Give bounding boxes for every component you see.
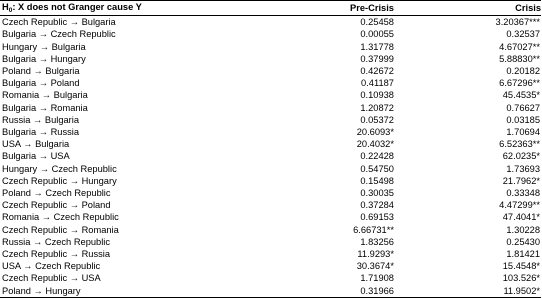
- pre-crisis-cell: 1.71908: [360, 273, 394, 284]
- pre-crisis-cell: 0.42672: [360, 66, 394, 77]
- crisis-cell: 0.20182: [506, 66, 540, 77]
- crisis-cell: 47.4041*: [502, 212, 540, 223]
- pair-cell: Romania → Bulgaria: [2, 90, 88, 101]
- table-row: [0, 175, 541, 187]
- pair-cell: Poland → Bulgaria: [2, 66, 80, 77]
- crisis-cell: 0.25430: [506, 236, 540, 247]
- table-row: [0, 65, 541, 77]
- pre-crisis-cell: 1.83256: [360, 236, 394, 247]
- pair-cell: USA → Czech Republic: [2, 261, 101, 272]
- table-row: [0, 272, 541, 284]
- crisis-cell: 0.32537: [506, 29, 540, 40]
- pre-crisis-cell: 6.66731**: [353, 224, 394, 235]
- pair-cell: Czech Republic → Poland: [2, 200, 111, 211]
- crisis-cell: 0.03185: [506, 114, 540, 125]
- pair-cell: Czech Republic → Russia: [2, 249, 110, 260]
- crisis-cell: 1.30228: [506, 224, 540, 235]
- pair-cell: Czech Republic → Bulgaria: [2, 17, 116, 28]
- pre-crisis-cell: 0.22428: [360, 151, 394, 162]
- pair-cell: Hungary → Bulgaria: [2, 41, 86, 52]
- table-row: [0, 102, 541, 114]
- hypothesis-text: : X does not Granger cause Y: [12, 2, 142, 12]
- pair-cell: Russia → Bulgaria: [2, 114, 79, 125]
- table-row: [0, 28, 541, 40]
- pre-crisis-cell: 1.20872: [360, 102, 394, 113]
- pre-crisis-cell: 20.4032*: [356, 139, 394, 150]
- table-header-row: [0, 1, 541, 16]
- table-row: [0, 41, 541, 53]
- crisis-cell: 6.52363**: [499, 139, 540, 150]
- hypothesis-subscript: 0: [8, 7, 13, 14]
- crisis-cell: 45.4535*: [502, 90, 540, 101]
- pair-cell: Bulgaria → Czech Republic: [2, 29, 116, 40]
- pair-cell: Hungary → Czech Republic: [2, 163, 117, 174]
- table-row: [0, 260, 541, 272]
- pre-crisis-cell: 0.05372: [360, 114, 394, 125]
- table-row: [0, 150, 541, 162]
- hypothesis-h: H: [2, 2, 9, 12]
- crisis-cell: 0.33348: [506, 188, 540, 199]
- crisis-cell: 103.526*: [502, 273, 540, 284]
- pair-cell: Bulgaria → Hungary: [2, 53, 86, 64]
- crisis-cell: 15.4548*: [502, 261, 540, 272]
- table-row: [0, 285, 541, 298]
- table-row: [0, 126, 541, 138]
- pair-cell: Romania → Czech Republic: [2, 212, 119, 223]
- pair-cell: Bulgaria → Russia: [2, 127, 79, 138]
- table-row: [0, 224, 541, 236]
- pre-crisis-cell: 0.37284: [360, 200, 394, 211]
- crisis-cell: 5.88830**: [499, 53, 540, 64]
- pre-crisis-cell: 0.25458: [360, 17, 394, 28]
- crisis-cell: 1.81421: [506, 249, 540, 260]
- crisis-cell: 4.47299**: [499, 200, 540, 211]
- crisis-cell: 3.20367***: [495, 17, 540, 28]
- pair-cell: Bulgaria → Romania: [2, 102, 88, 113]
- granger-causality-table: [0, 1, 541, 298]
- table-row: [0, 138, 541, 150]
- crisis-cell: 1.73693: [506, 163, 540, 174]
- pre-crisis-cell: 1.31778: [360, 41, 394, 52]
- table-row: [0, 114, 541, 126]
- pair-cell: Czech Republic → USA: [2, 273, 101, 284]
- pre-crisis-header: Pre-Crisis: [271, 1, 394, 16]
- pair-cell: Poland → Czech Republic: [2, 188, 111, 199]
- pair-cell: Russia → Czech Republic: [2, 236, 110, 247]
- table-body: [0, 16, 541, 298]
- crisis-cell: 0.76627: [506, 102, 540, 113]
- pair-cell: Bulgaria → USA: [2, 151, 70, 162]
- crisis-header: Crisis: [394, 1, 541, 16]
- table-row: [0, 199, 541, 211]
- pair-cell: Poland → Hungary: [0, 285, 271, 298]
- table-row: [0, 236, 541, 248]
- pre-crisis-cell: 0.15498: [360, 175, 394, 186]
- pre-crisis-cell: 0.54750: [360, 163, 394, 174]
- pre-crisis-cell: 30.3674*: [356, 261, 394, 272]
- pre-crisis-cell: 20.6093*: [356, 127, 394, 138]
- pre-crisis-cell: 0.30035: [360, 188, 394, 199]
- pair-cell: USA → Bulgaria: [2, 139, 70, 150]
- pre-crisis-cell: 0.37999: [360, 53, 394, 64]
- pre-crisis-cell: 0.41187: [361, 78, 394, 89]
- pre-crisis-cell: 11.9293*: [357, 249, 394, 260]
- crisis-cell: 6.67296**: [499, 78, 540, 89]
- crisis-cell: 1.70694: [506, 127, 540, 138]
- pair-cell: Czech Republic → Romania: [2, 224, 119, 235]
- pre-crisis-cell: 0.00055: [360, 29, 394, 40]
- pre-crisis-cell: 0.31966: [271, 285, 394, 298]
- hypothesis-header: [0, 1, 271, 16]
- table-row: [0, 53, 541, 65]
- table-row: [0, 89, 541, 101]
- pre-crisis-cell: 0.69153: [360, 212, 394, 223]
- crisis-cell: 11.9502*: [394, 285, 541, 298]
- table-row: [0, 211, 541, 223]
- table-row: [0, 187, 541, 199]
- table-row: [0, 163, 541, 175]
- table-row: [0, 77, 541, 89]
- table-row: [0, 16, 541, 29]
- crisis-cell: 62.0235*: [502, 151, 540, 162]
- crisis-cell: 21.7962*: [502, 175, 540, 186]
- pre-crisis-cell: 0.10938: [360, 90, 394, 101]
- pair-cell: Bulgaria → Poland: [2, 78, 80, 89]
- crisis-cell: 4.67027**: [499, 41, 540, 52]
- table-row: [0, 248, 541, 260]
- pair-cell: Czech Republic → Hungary: [2, 175, 117, 186]
